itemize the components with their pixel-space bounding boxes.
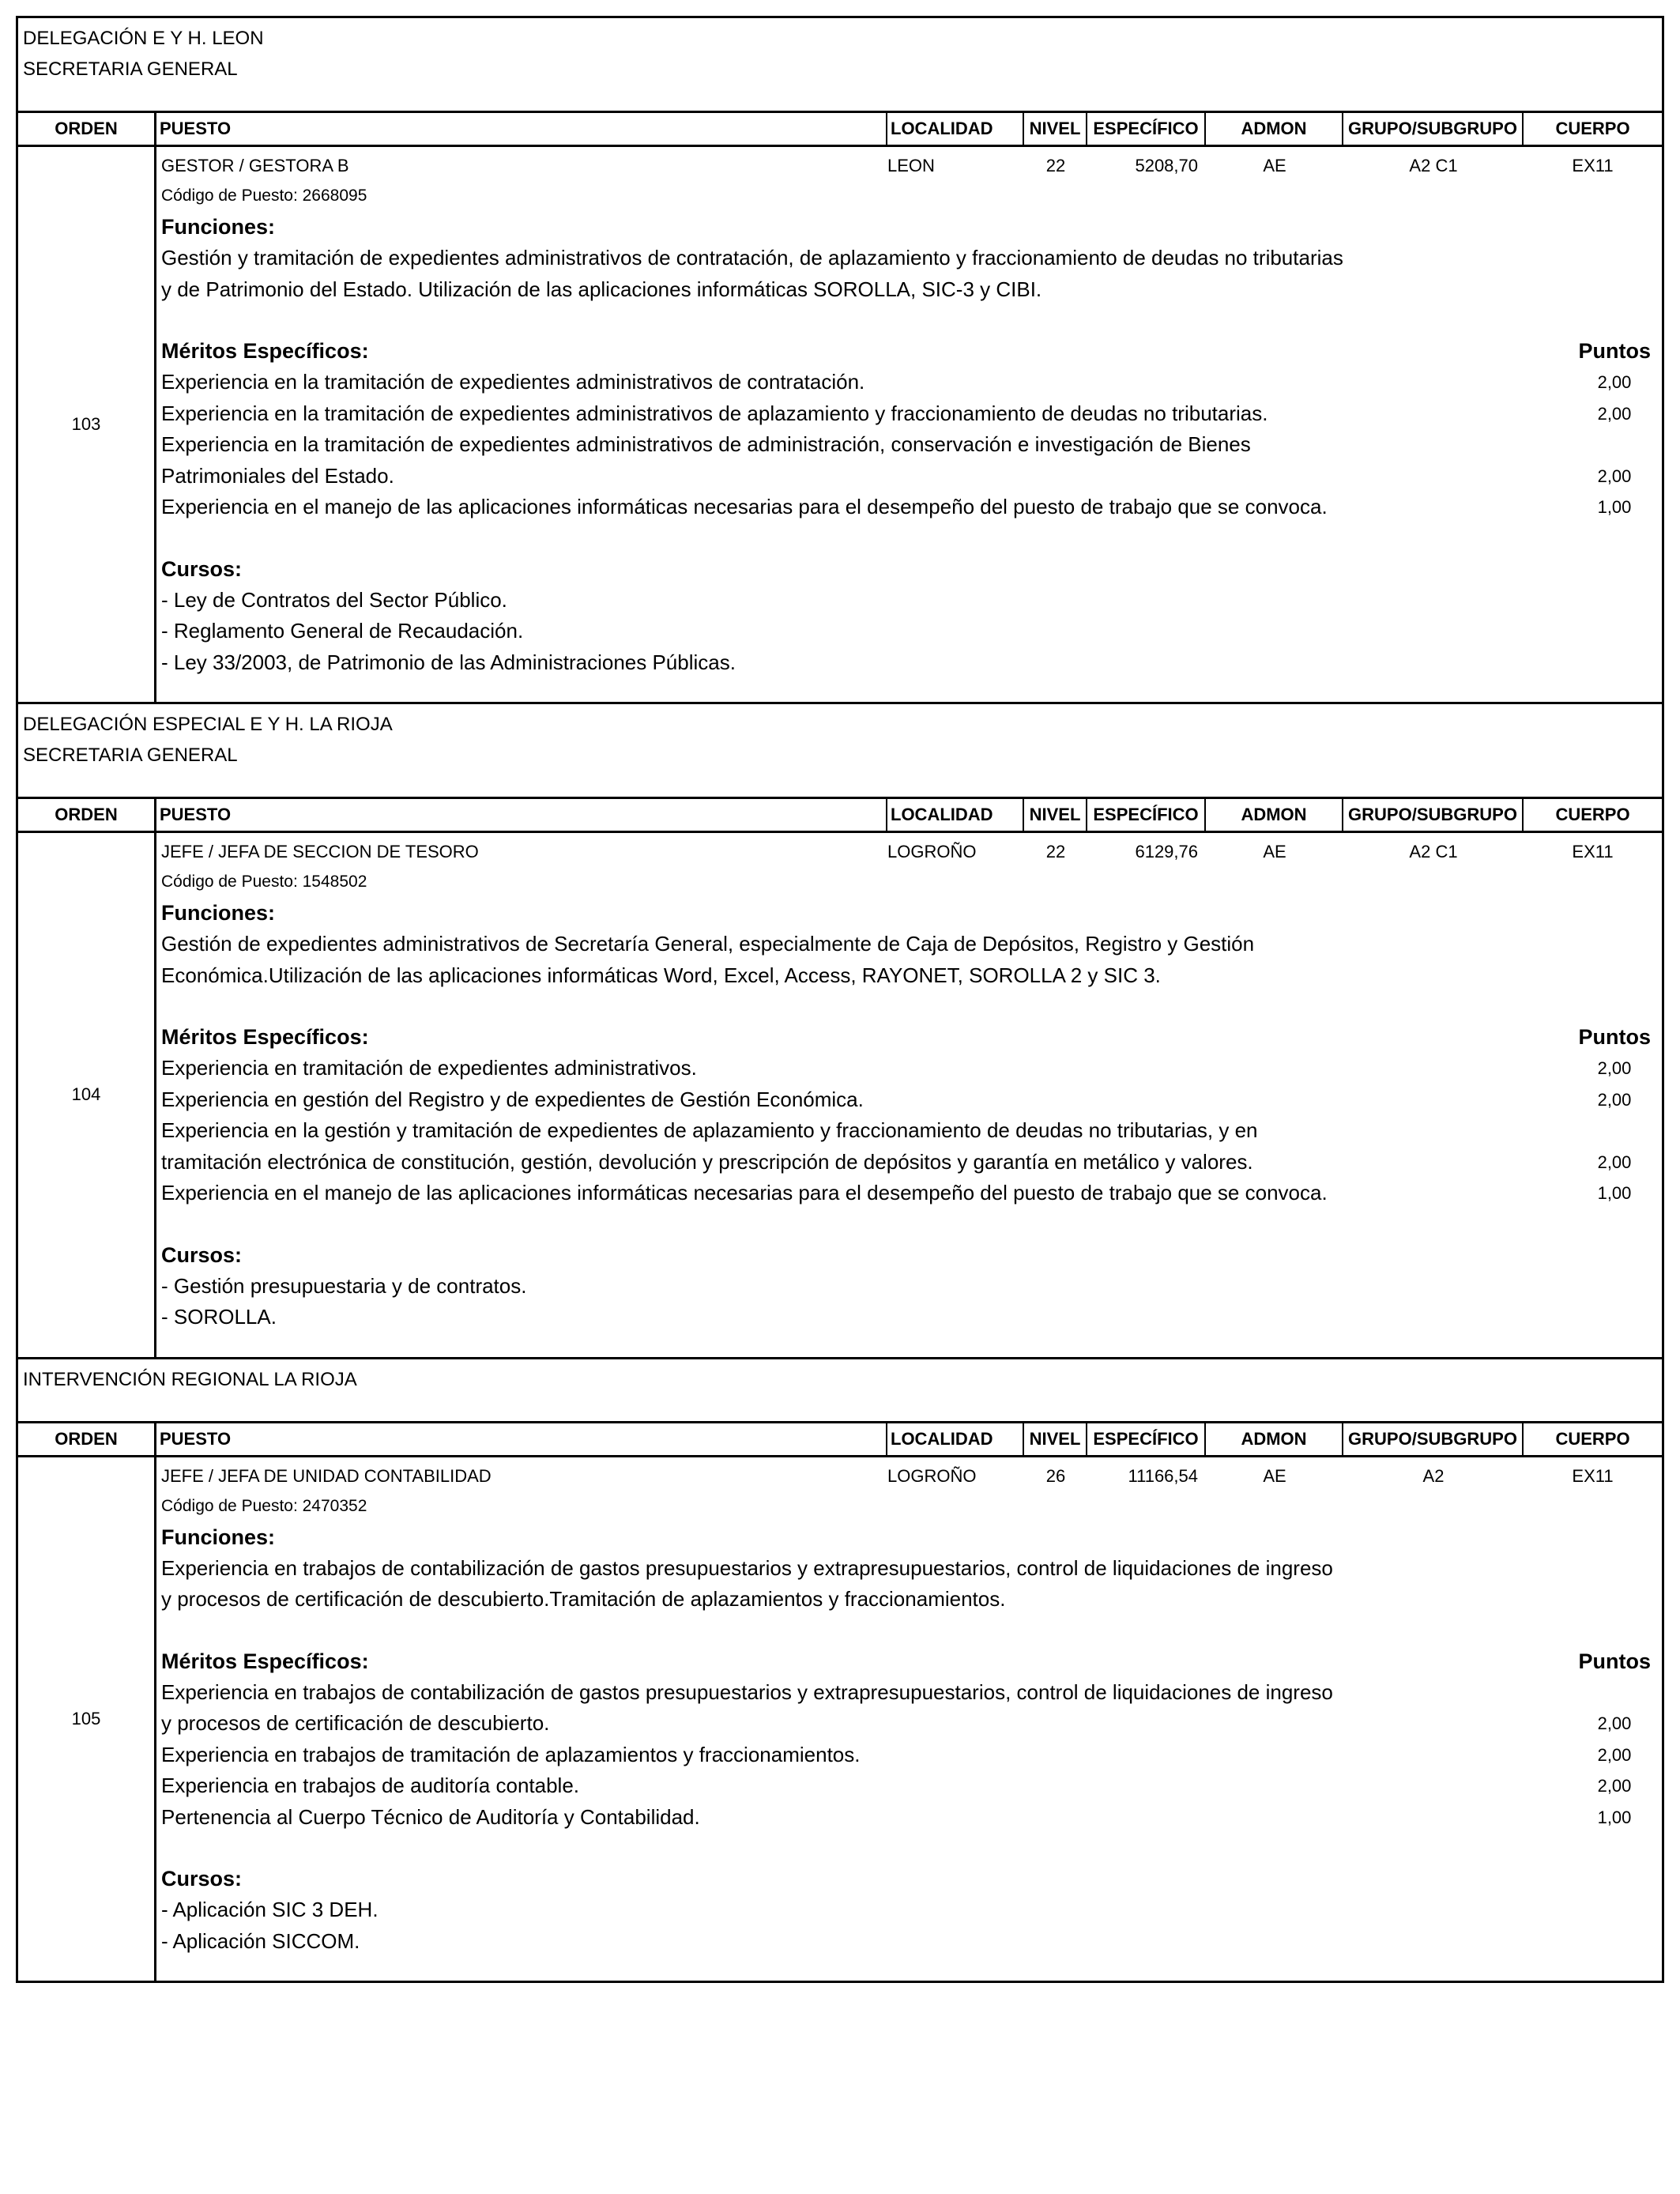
- organization-header: [18, 18, 1662, 111]
- funciones-heading: Funciones:: [161, 901, 276, 925]
- admon-value: AE: [1263, 842, 1286, 861]
- merito-item: Experiencia en la tramitación de expedientes administrativos de contratación. 2,00: [161, 367, 1662, 398]
- col-cuerpo: CUERPO: [1555, 805, 1630, 824]
- admon-value: AE: [1263, 1465, 1286, 1486]
- nivel-value: 22: [1045, 156, 1066, 175]
- merito-points: 2,00: [1597, 403, 1632, 424]
- col-orden: ORDEN: [18, 1423, 156, 1455]
- puntos-label: Puntos: [1578, 339, 1651, 363]
- merito-points: [1567, 1677, 1662, 1709]
- col-nivel: NIVEL: [1024, 113, 1087, 145]
- job-row: [18, 1457, 1662, 1981]
- merito-item: Experiencia en trabajos de tramitación de aplazamientos y fraccionamientos. 2,00: [161, 1740, 1662, 1771]
- col-admon: ADMON: [1206, 799, 1343, 831]
- merito-points: [1567, 1115, 1662, 1147]
- col-admon: ADMON: [1206, 1423, 1343, 1455]
- curso-item: - Gestión presupuestaria y de contratos.: [161, 1273, 527, 1298]
- job-section: [16, 704, 1664, 1359]
- merito-item: Experiencia en el manejo de las aplicaciones informáticas necesarias para el desempeño del puesto de trabajo que se convoca. 1,00: [161, 1178, 1662, 1209]
- merito-points: [1567, 429, 1662, 461]
- merito-points: 1,00: [1597, 1807, 1632, 1827]
- col-especifico: ESPECÍFICO: [1087, 799, 1206, 831]
- curso-item: - SOROLLA.: [161, 1305, 277, 1329]
- especifico-value: 6129,76: [1135, 842, 1198, 861]
- meritos-heading: Méritos Específicos: Puntos: [161, 1022, 1662, 1053]
- col-admon: ADMON: [1206, 113, 1343, 145]
- nivel-value: 22: [1045, 842, 1066, 861]
- cursos-heading: Cursos:: [161, 1242, 243, 1267]
- funciones-heading: Funciones:: [161, 215, 276, 239]
- merito-points: 1,00: [1597, 1183, 1632, 1203]
- merito-points: 2,00: [1597, 1744, 1632, 1765]
- especifico-value: 11166,54: [1128, 1465, 1198, 1486]
- col-puesto: PUESTO: [156, 113, 887, 145]
- codigo-puesto: Código de Puesto: 1548502: [161, 873, 367, 891]
- col-grupo: GRUPO/SUBGRUPO: [1343, 1423, 1524, 1455]
- col-puesto: PUESTO: [156, 799, 887, 831]
- organization-name: INTERVENCIÓN REGIONAL LA RIOJA: [23, 1368, 357, 1390]
- grupo-value: A2 C1: [1409, 842, 1458, 861]
- column-header-row: [18, 111, 1662, 147]
- puntos-label: Puntos: [1578, 1025, 1651, 1049]
- merito-item: Experiencia en gestión del Registro y de expedientes de Gestión Económica. 2,00: [161, 1084, 1662, 1116]
- job-section: [16, 16, 1664, 704]
- merito-points: 2,00: [1597, 1058, 1632, 1078]
- grupo-value: A2: [1422, 1465, 1445, 1486]
- merito-item: tramitación electrónica de constitución, gestión, devolución y prescripción de depósitos y garantía en metálico y valores. 2,00: [161, 1147, 1662, 1178]
- codigo-puesto: Código de Puesto: 2668095: [161, 187, 367, 205]
- cursos-heading: Cursos:: [161, 1867, 243, 1891]
- job-details: [156, 147, 1662, 702]
- cursos-heading: Cursos:: [161, 556, 243, 581]
- meritos-heading: Méritos Específicos: Puntos: [161, 336, 1662, 367]
- col-puesto: PUESTO: [156, 1423, 887, 1455]
- merito-points: 2,00: [1597, 1152, 1632, 1172]
- job-details: [156, 833, 1662, 1357]
- funciones-heading: Funciones:: [161, 1525, 276, 1549]
- organization-name: DELEGACIÓN E Y H. LEON: [23, 28, 264, 49]
- puesto-value: JEFE / JEFA DE SECCION DE TESORO: [161, 842, 479, 861]
- funciones-line: y de Patrimonio del Estado. Utilización de las aplicaciones informáticas SOROLLA, SIC-3 y CIBI.: [161, 277, 1042, 301]
- funciones-line: y procesos de certificación de descubierto.Tramitación de aplazamientos y fraccionamientos.: [161, 1587, 1006, 1611]
- cuerpo-value: EX11: [1572, 156, 1614, 175]
- grupo-value: A2 C1: [1409, 156, 1458, 175]
- funciones-line: Gestión de expedientes administrativos de Secretaría General, especialmente de Caja de Depósitos, Registro y Gestión: [161, 932, 1255, 956]
- localidad-value: LEON: [887, 156, 935, 175]
- merito-item: Experiencia en el manejo de las aplicaciones informáticas necesarias para el desempeño del puesto de trabajo que se convoca. 1,00: [161, 492, 1662, 523]
- puesto-value: JEFE / JEFA DE UNIDAD CONTABILIDAD: [161, 1465, 492, 1486]
- admon-value: AE: [1263, 156, 1286, 175]
- codigo-puesto: Código de Puesto: 2470352: [161, 1496, 367, 1515]
- orden-number: 104: [18, 833, 156, 1357]
- job-summary-row: [161, 152, 1662, 180]
- meritos-heading: Méritos Específicos: Puntos: [161, 1646, 1662, 1677]
- organization-department: SECRETARIA GENERAL: [23, 745, 238, 766]
- column-header-row: [18, 1421, 1662, 1457]
- merito-item: Experiencia en tramitación de expedientes administrativos. 2,00: [161, 1053, 1662, 1084]
- curso-item: - Aplicación SIC 3 DEH.: [161, 1898, 379, 1921]
- curso-item: - Aplicación SICCOM.: [161, 1928, 360, 1953]
- merito-points: 2,00: [1597, 1089, 1632, 1110]
- col-cuerpo: CUERPO: [1555, 119, 1630, 138]
- merito-item: Experiencia en la gestión y tramitación de expedientes de aplazamiento y fraccionamiento de deudas no tributarias, y en: [161, 1115, 1662, 1147]
- cuerpo-value: EX11: [1572, 1465, 1614, 1486]
- orden-number: 105: [18, 1457, 156, 1981]
- orden-number: 103: [18, 147, 156, 702]
- cuerpo-value: EX11: [1572, 842, 1614, 861]
- job-section: [16, 1359, 1664, 1984]
- merito-item: Experiencia en la tramitación de expedientes administrativos de administración, conservación e investigación de Bienes: [161, 429, 1662, 461]
- col-orden: ORDEN: [18, 799, 156, 831]
- merito-points: 2,00: [1597, 1776, 1632, 1796]
- merito-points: 1,00: [1597, 497, 1632, 517]
- curso-item: - Reglamento General de Recaudación.: [161, 619, 524, 643]
- job-details: [156, 1457, 1662, 1981]
- job-row: [18, 833, 1662, 1357]
- col-orden: ORDEN: [18, 113, 156, 145]
- col-nivel: NIVEL: [1024, 1423, 1087, 1455]
- organization-name: DELEGACIÓN ESPECIAL E Y H. LA RIOJA: [23, 714, 393, 735]
- col-especifico: ESPECÍFICO: [1087, 1423, 1206, 1455]
- merito-item: Patrimoniales del Estado. 2,00: [161, 461, 1662, 492]
- merito-points: 2,00: [1597, 372, 1632, 392]
- organization-header: [18, 704, 1662, 797]
- col-nivel: NIVEL: [1024, 799, 1087, 831]
- merito-item: y procesos de certificación de descubierto. 2,00: [161, 1708, 1662, 1740]
- merito-item: Pertenencia al Cuerpo Técnico de Auditoría y Contabilidad. 1,00: [161, 1802, 1662, 1834]
- column-header-row: [18, 797, 1662, 833]
- especifico-value: 5208,70: [1135, 156, 1198, 175]
- funciones-line: Gestión y tramitación de expedientes administrativos de contratación, de aplazamiento y fraccionamiento de deudas no tributarias: [161, 246, 1343, 270]
- col-especifico: ESPECÍFICO: [1087, 113, 1206, 145]
- localidad-value: LOGROÑO: [887, 1465, 977, 1486]
- job-summary-row: [161, 838, 1662, 866]
- merito-points: 2,00: [1597, 1713, 1632, 1733]
- merito-points: 2,00: [1597, 466, 1632, 486]
- curso-item: - Ley 33/2003, de Patrimonio de las Administraciones Públicas.: [161, 650, 736, 674]
- curso-item: - Ley de Contratos del Sector Público.: [161, 587, 507, 612]
- localidad-value: LOGROÑO: [887, 842, 977, 861]
- job-summary-row: [161, 1462, 1662, 1491]
- col-cuerpo: CUERPO: [1555, 1428, 1630, 1449]
- puesto-value: GESTOR / GESTORA B: [161, 156, 349, 175]
- merito-item: Experiencia en la tramitación de expedientes administrativos de aplazamiento y fraccionamiento de deudas no tributarias. 2,00: [161, 398, 1662, 430]
- col-localidad: LOCALIDAD: [887, 799, 1024, 831]
- funciones-line: Experiencia en trabajos de contabilización de gastos presupuestarios y extrapresupuestarios, control de liquidaciones de ingreso: [161, 1555, 1333, 1580]
- col-grupo: GRUPO/SUBGRUPO: [1343, 799, 1524, 831]
- merito-item: Experiencia en trabajos de contabilización de gastos presupuestarios y extrapresupuestarios, control de liquidaciones de ingreso: [161, 1677, 1662, 1709]
- organization-department: SECRETARIA GENERAL: [23, 58, 238, 80]
- job-row: [18, 147, 1662, 702]
- job-listing-document: [16, 16, 1664, 1983]
- col-localidad: LOCALIDAD: [887, 113, 1024, 145]
- funciones-line: Económica.Utilización de las aplicaciones informáticas Word, Excel, Access, RAYONET, SOROLLA 2 y SIC 3.: [161, 963, 1161, 987]
- puntos-label: Puntos: [1578, 1649, 1651, 1673]
- organization-header: [18, 1359, 1662, 1421]
- nivel-value: 26: [1045, 1465, 1066, 1486]
- col-localidad: LOCALIDAD: [887, 1423, 1024, 1455]
- merito-item: Experiencia en trabajos de auditoría contable. 2,00: [161, 1770, 1662, 1802]
- col-grupo: GRUPO/SUBGRUPO: [1343, 113, 1524, 145]
